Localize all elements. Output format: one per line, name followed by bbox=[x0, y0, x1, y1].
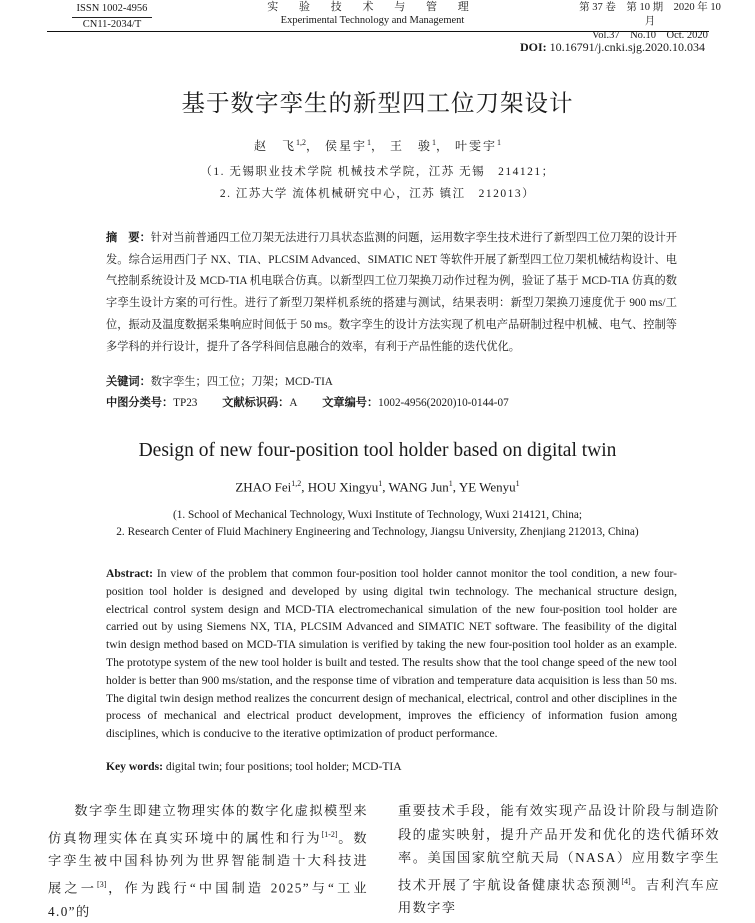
issue-info-en: Vol.37 No.10 Oct. 2020 bbox=[592, 30, 708, 41]
author-name: 侯星宇 bbox=[324, 139, 367, 153]
body-text: 。数字孪生被中国科协列为世界智能制造十大科技进展之一 bbox=[48, 829, 368, 896]
author-affiliation-mark: 1 bbox=[515, 479, 520, 488]
issue-info-cn: 第 37 卷 第 10 期 2020 年 10 月 bbox=[579, 2, 721, 27]
body-text: ，作为践行“中国制造 2025”与“工业 4.0”的 bbox=[48, 880, 369, 919]
citation-ref[interactable]: [3] bbox=[97, 879, 107, 889]
citation-ref[interactable]: [1-2] bbox=[321, 829, 338, 839]
author-list-cn: 赵 飞$^{1,2}$， 侯星宇$^1$， 王 骏$^1$， 叶雯宇$^1$ bbox=[253, 138, 502, 153]
affiliation-en-2: 2. Research Center of Fluid Machinery Engineering and Technology, Jiangsu University, Zhenjiang 212013, China) bbox=[116, 526, 639, 538]
keywords-en-text: digital twin; four positions; tool holder; MCD-TIA bbox=[165, 760, 402, 773]
abstract-cn-text: 针对当前普通四工位刀架无法进行刀具状态监测的问题，运用数字孪生技术进行了新型四工位刀架的设计开发。综合运用西门子 NX、TIA、PLCSIM Advanced、SIMATIC NET 等软件开展了新型四工位刀架机械结构设计、电气控制系统设计及 MCD-TIA 机电联合仿真。以新型四工位刀架换刀动作过程为例，验证了基于 MCD-TIA 仿真的数字孪生设计方案的可行性。进行了新型刀架样机系统的搭建与测试，结果表明：新型刀架换刀速度优于 900 ms/工位，振动及温度数据采集响应时间低于 50 ms。数字孪生的设计方法实现了机电产品研制过程中机械、电气、控制等多学科的并行设计，提升了各学科间信息融合的效率，有利于产品性能的迭代优化。 bbox=[106, 232, 677, 353]
author-affiliation-mark: 1 bbox=[378, 479, 383, 488]
affiliation-cn-1: （1. 无锡职业技术学院 机械技术学院，江苏 无锡 214121； bbox=[200, 166, 555, 178]
paper-title-cn: 基于数字孪生的新型四工位刀架设计 bbox=[181, 89, 574, 117]
affiliation-en-1: (1. School of Mechanical Technology, Wuxi Institute of Technology, Wuxi 214121, China; bbox=[172, 509, 583, 521]
author-affiliation-mark: 1 bbox=[448, 479, 453, 488]
abstract-cn bbox=[106, 228, 677, 358]
header-rule bbox=[47, 31, 709, 32]
author-name: ZHAO Fei bbox=[235, 479, 292, 495]
author-list-en: ZHAO Fei$^{1,2}$, HOU Xingyu$^1$, WANG Jun$^1$, YE Wenyu$^1$ bbox=[235, 479, 520, 495]
abstract-cn-label: 摘 要： bbox=[106, 232, 151, 244]
author-affiliation-mark: 1 bbox=[497, 138, 502, 147]
author-name: YE Wenyu bbox=[458, 479, 516, 495]
author-name: 叶雯宇 bbox=[455, 139, 498, 153]
author-affiliation-mark: 1 bbox=[366, 138, 371, 147]
doi bbox=[520, 40, 705, 55]
keywords-cn-label: 关键词： bbox=[106, 376, 151, 388]
body-text: 数字孪生即建立物理实体的数字化虚拟模型来仿真物理实体在真实环境中的属性和行为 bbox=[48, 803, 368, 845]
body-column-right bbox=[398, 799, 720, 920]
keywords-en bbox=[106, 760, 402, 773]
issue-info bbox=[575, 1, 725, 43]
classification-line bbox=[106, 394, 509, 410]
doi-value[interactable]: 10.16791/j.cnki.sjg.2020.10.034 bbox=[549, 40, 705, 54]
keywords-en-label: Key words: bbox=[106, 760, 163, 773]
article-no-value: 1002-4956(2020)10-0144-07 bbox=[378, 397, 509, 409]
keywords-cn bbox=[106, 372, 677, 394]
abstract-en-label: Abstract: bbox=[106, 567, 154, 580]
journal-name bbox=[265, 0, 480, 28]
body-text: 。吉利汽车应用数字孪 bbox=[398, 876, 721, 916]
author-name: HOU Xingyu bbox=[307, 479, 379, 495]
abstract-en bbox=[106, 565, 677, 743]
author-name: 王 骏 bbox=[390, 139, 433, 153]
abstract-en-text: In view of the problem that common four-position tool holder cannot monitor the tool condition, a new four-position tool holder is designed and developed by using digital twin technology. The mechanical structure design, electrical control system design and MCD-TIA electromechanical simulation of the new four-position tool holder are carried out by using Siemens NX, TIA, PLCSIM Advanced and SIMATIC NET software. The feasibility of the digital twin design method based on MCD-TIA simulation is verified by taking the new four-position tool holder as an example. The prototype system of the new tool holder is built and tested. The results show that the tool change speed of the new tool holder is better than 900 ms/station, and the response time of vibration and temperature data acquisition is less than 50 ms. The digital twin design method realizes the concurrent design of mechanical, electrical, control and other disciplines in the process of mechanical and electrical product development, improves the efficiency of information fusion among disciplines, which is conducive to the iterative optimization of product performance. bbox=[106, 567, 677, 741]
doc-code-value: A bbox=[289, 397, 298, 409]
clc-value: TP23 bbox=[173, 397, 198, 409]
doi-label: DOI: bbox=[519, 40, 547, 54]
cn-number: CN11-2034/T bbox=[82, 19, 142, 30]
affiliation-cn-2: 2. 江苏大学 流体机械研究中心，江苏 镇江 212013） bbox=[219, 188, 536, 200]
citation-ref[interactable]: [4] bbox=[621, 876, 631, 886]
journal-name-en: Experimental Technology and Management bbox=[280, 15, 465, 26]
journal-identifiers bbox=[72, 2, 152, 32]
author-name: WANG Jun bbox=[388, 479, 449, 495]
issn: ISSN 1002-4956 bbox=[72, 2, 152, 18]
clc-label: 中图分类号： bbox=[106, 397, 174, 409]
paper-title-en: Design of new four-position tool holder based on digital twin bbox=[138, 440, 617, 461]
keywords-cn-text: 数字孪生；四工位；刀架；MCD-TIA bbox=[150, 376, 333, 388]
author-name: 赵 飞 bbox=[253, 139, 296, 153]
author-affiliation-mark: 1 bbox=[432, 138, 437, 147]
body-text: 重要技术手段，能有效实现产品设计阶段与制造阶段的虚实映射，提升产品开发和优化的迭代循环效率。美国国家航空航天局（NASA）应用数字孪生技术开展了宇航设备健康状态预测 bbox=[398, 803, 720, 892]
author-affiliation-mark: 1,2 bbox=[295, 138, 306, 147]
article-no-label: 文章编号： bbox=[322, 397, 379, 409]
author-affiliation-mark: 1,2 bbox=[291, 479, 302, 488]
journal-name-cn: 实 验 技 术 与 管 理 bbox=[267, 1, 478, 13]
doc-code-label: 文献标识码： bbox=[222, 397, 290, 409]
body-column-left bbox=[48, 799, 368, 923]
